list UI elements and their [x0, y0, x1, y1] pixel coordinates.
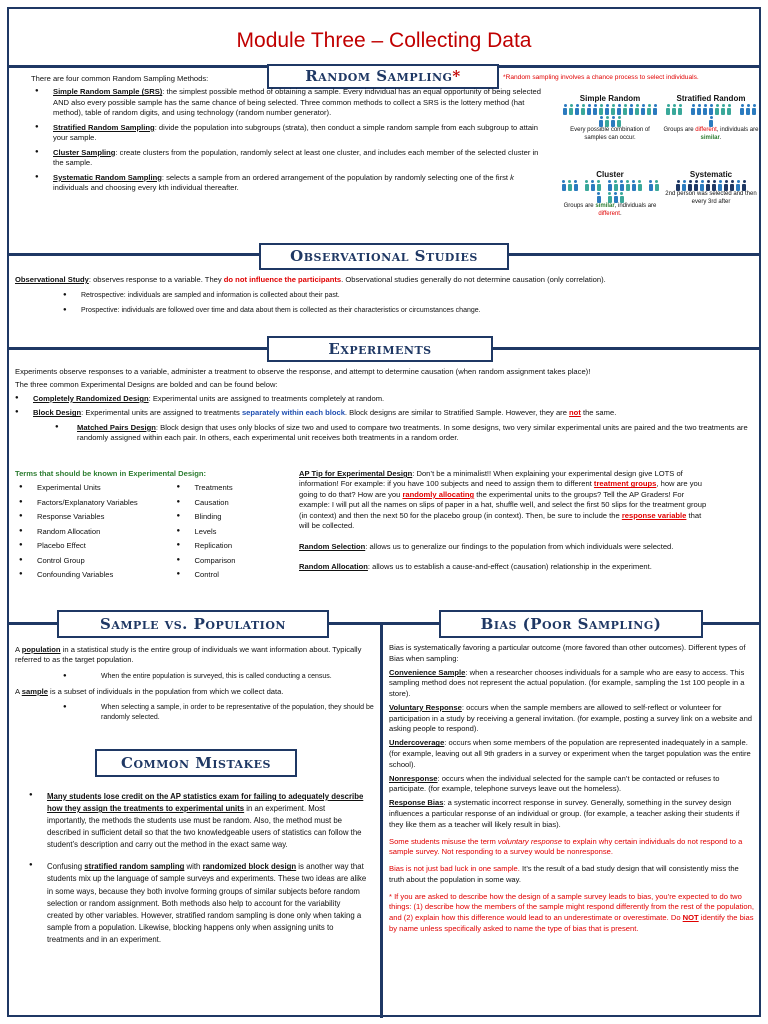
- list-item: ● When selecting a sample, in order to be representative of the population, they should be randomly selected.: [15, 703, 375, 722]
- random-sampling-note: *Random sampling involves a chance process to select individuals.: [503, 74, 699, 81]
- bias-section: [389, 643, 755, 938]
- experiments-banner: Experiments: [267, 336, 493, 362]
- sampling-methods-figure: [561, 93, 759, 253]
- list-item: ● Systematic Random Sampling: selects a sample from an ordered arrangement of the population by randomly selecting one of the first k individuals and choosing every kth individual thereafter.: [31, 173, 551, 194]
- bias-intro: Bias is systematically favoring a particular outcome (more favored than other outcomes). Different types of Bias when sampling:: [389, 643, 746, 663]
- list-item: ● Replication: [173, 541, 286, 551]
- bias-type: Voluntary Response: occurs when the sample members are allowed to self-reflect or volunteer for participation in a study by receiving a general invitation. (for example, posting a survey link on a website and asking people to respond).: [389, 702, 753, 734]
- list-item: ● Levels: [173, 527, 286, 537]
- cluster-caption: Groups are similar, individuals are different.: [563, 203, 657, 217]
- list-item: ● Block Design: Experimental units are assigned to treatments separately within each block. Block designs are similar to Stratified Sample. However, they are not the same.: [11, 408, 757, 418]
- sample-definition: A sample is a subset of individuals in the population from which we collect data.: [15, 686, 284, 696]
- people-icon: [663, 104, 759, 127]
- observational-studies-banner: Observational Studies: [259, 243, 509, 270]
- random-sampling-section: [31, 74, 551, 198]
- list-item: ● Response Variables: [15, 512, 173, 522]
- list-item: ● Many students lose credit on the AP statistics exam for failing to adequately describe how they assign the treatments to experimental units in an experiment. Most importantly, the methods the students use must be random. Also, the method must be described in sufficient detail so that the two knowledgeable users of statistics can follow the student’s description and carry out the method in the exact same way.: [25, 791, 367, 851]
- observational-definition: Observational Study: observes response to a variable. They do not influence the participants. Observational studies generally do not determine causation (only correlation).: [15, 275, 606, 284]
- bias-note: * If you are asked to describe how the design of a sample survey leads to bias, you’re expected to do two things: (1) describe how the members of the sample might respond differently from the rest of the population, and (2) explain how this difference would lead to an underestimate or overestimate. Do NOT identify the bias by name unless specifically asked to name the type of bias that is present.: [389, 891, 754, 933]
- page-frame: [7, 7, 761, 1017]
- observational-section: [15, 275, 757, 321]
- list-item: ● Matched Pairs Design: Block design that uses only blocks of size two and used to compare two treatments. In some designs, two very similar experimental units are paired and the two treatments are randomly assigned within each pair. In others, each experimental unit receives both treatments in a random order.: [55, 422, 748, 443]
- list-item: ● Simple Random Sample (SRS): the simplest possible method of obtaining a sample. Every individual has an equal opportunity of being selected AND also every possible sample has the same chance of being selected. Three common methods to collect a SRS is the lottery method (hat method), table of random digits, and using technology (random number generator).: [31, 87, 551, 118]
- stratified-title: Stratified Random: [676, 94, 746, 103]
- people-icon: [561, 104, 659, 127]
- experiments-section: [15, 367, 757, 447]
- bias-note: Bias is not just bad luck in one sample. It’s the result of a bad study design that will consistently miss the truth about the population in some way.: [389, 864, 739, 884]
- ap-tip-section: [299, 469, 709, 576]
- list-item: ● Prospective: individuals are followed over time and data about them is collected as their characteristics or circumstances change.: [15, 306, 757, 316]
- random-sampling-banner: Random Sampling*: [267, 64, 499, 89]
- list-item: ● Comparison: [173, 556, 286, 566]
- sample-population-section: [15, 645, 375, 727]
- list-item: ● Cluster Sampling: create clusters from the population, randomly select at least one cluster, and includes each member of the selected cluster in the sample.: [31, 148, 551, 169]
- terms-list: [173, 483, 286, 584]
- cluster-title: Cluster: [596, 170, 624, 179]
- experiments-intro: Experiments observe responses to a variable, administer a treatment to observe the response, and attempt to determine causation (when random assignment takes place)!: [15, 367, 591, 376]
- list-item: ● Experimental Units: [15, 483, 173, 493]
- list-item: ● Treatments: [173, 483, 286, 493]
- list-item: ● Retrospective: individuals are sampled and information is collected about their past.: [15, 291, 757, 301]
- stratified-caption: Groups are different, individuals are similar.: [663, 127, 759, 141]
- divider: [380, 622, 383, 1018]
- experiment-terms: [15, 469, 285, 585]
- list-item: ● Factors/Explanatory Variables: [15, 498, 173, 508]
- bias-type: Convenience Sample: when a researcher chooses individuals for a sample who are easy to access. This sampling method does not represent the actual population. (for example, sampling the 1st 100 people in a store).: [389, 667, 745, 699]
- bias-note: Some students misuse the term voluntary response to explain why certain individuals do not respond to a sample survey. Not responding to a survey would be nonresponse.: [389, 836, 743, 857]
- list-item: ● Random Allocation: [15, 527, 173, 537]
- list-item: ● Confounding Variables: [15, 570, 173, 580]
- people-icon: [663, 180, 759, 191]
- simple-random-title: Simple Random: [579, 94, 641, 103]
- list-item: ● Blinding: [173, 512, 286, 522]
- random-allocation: Random Allocation: allows us to establish a cause-and-effect (causation) relationship in the experiment.: [299, 562, 652, 572]
- population-definition: A population in a statistical study is the entire group of individuals we want information about. Typically referred to as the target population.: [15, 645, 362, 665]
- people-icon: [561, 180, 659, 203]
- systematic-caption: 2nd person was selected and then every 3rd after: [665, 191, 757, 205]
- random-sampling-intro: There are four common Random Sampling Methods:: [31, 74, 209, 83]
- list-item: ● Stratified Random Sampling: divide the population into subgroups (strata), then conduct a simple random sample from each subgroup to attain your sample.: [31, 123, 551, 144]
- bias-banner: Bias (Poor Sampling): [439, 610, 703, 638]
- list-item: ● When the entire population is surveyed, this is called conducting a census.: [15, 672, 375, 682]
- list-item: ● Confusing stratified random sampling with randomized block design is another way that students mix up the language of sample surveys and experiments. These two ideas are alike in some ways, because they both involve forming groups of similar subjects before random selection or random assignment. Both methods also help to account for the variability created by other variables. However, stratified random sampling is done only when taking a sample from a population. Likewise, blocking happens only when assigning units to treatments and in an experiment.: [25, 861, 367, 946]
- list-item: ● Control Group: [15, 556, 173, 566]
- systematic-title: Systematic: [689, 170, 733, 179]
- list-item: ● Completely Randomized Design: Experimental units are assigned to treatments completely at random.: [11, 394, 757, 404]
- sample-vs-population-banner: Sample vs. Population: [57, 610, 329, 638]
- bias-type: Response Bias: a systematic incorrect response in survey. Generally, something in the survey design influences a particular response of an individual or group. (for example, a teacher asking their students if they like them as a teacher will likely result in bias).: [389, 798, 740, 829]
- list-item: ● Causation: [173, 498, 286, 508]
- random-selection: Random Selection: allows us to generalize our findings to the population from which individuals were selected.: [299, 541, 674, 551]
- bias-type: Undercoverage: occurs when some members of the population are represented inadequately in a sample. (for example, leaving out all 9th graders in a survey or experiment when the target population was the entire school).: [389, 738, 751, 769]
- common-mistakes-section: [25, 791, 367, 950]
- simple-random-caption: Every possible combination of samples can occur.: [570, 127, 650, 141]
- bias-types: [389, 668, 755, 831]
- terms-list: [15, 483, 173, 584]
- ap-tip: AP Tip for Experimental Design: Don’t be a minimalist!! When explaining your experimental design give LOTS of information! For example: if you have 100 subjects and need to assign them to different treatment groups, how are you going to do that? How are you randomly allocating the experimental units to the groups? Tell the AP Graders! For example: I will put all the names on slips of paper in a hat, shuffle well, and select the first 50 slips for the treatment group (in context) and then the next 50 for the placebo group (in context). Then, be sure to include the response variable that will be collected.: [299, 469, 707, 531]
- bias-type: Nonresponse: occurs when the individual selected for the sample can’t be contacted or refuses to participate. (for example, telephone surveys leave out the homeless).: [389, 773, 720, 794]
- terms-header: Terms that should be known in Experimental Design:: [15, 469, 206, 478]
- common-mistakes-banner: Common Mistakes: [95, 749, 297, 777]
- list-item: ● Control: [173, 570, 286, 580]
- page-title: Module Three – Collecting Data: [236, 29, 532, 52]
- experiments-intro-2: The three common Experimental Designs are bolded and can be found below:: [15, 380, 278, 390]
- list-item: ● Placebo Effect: [15, 541, 173, 551]
